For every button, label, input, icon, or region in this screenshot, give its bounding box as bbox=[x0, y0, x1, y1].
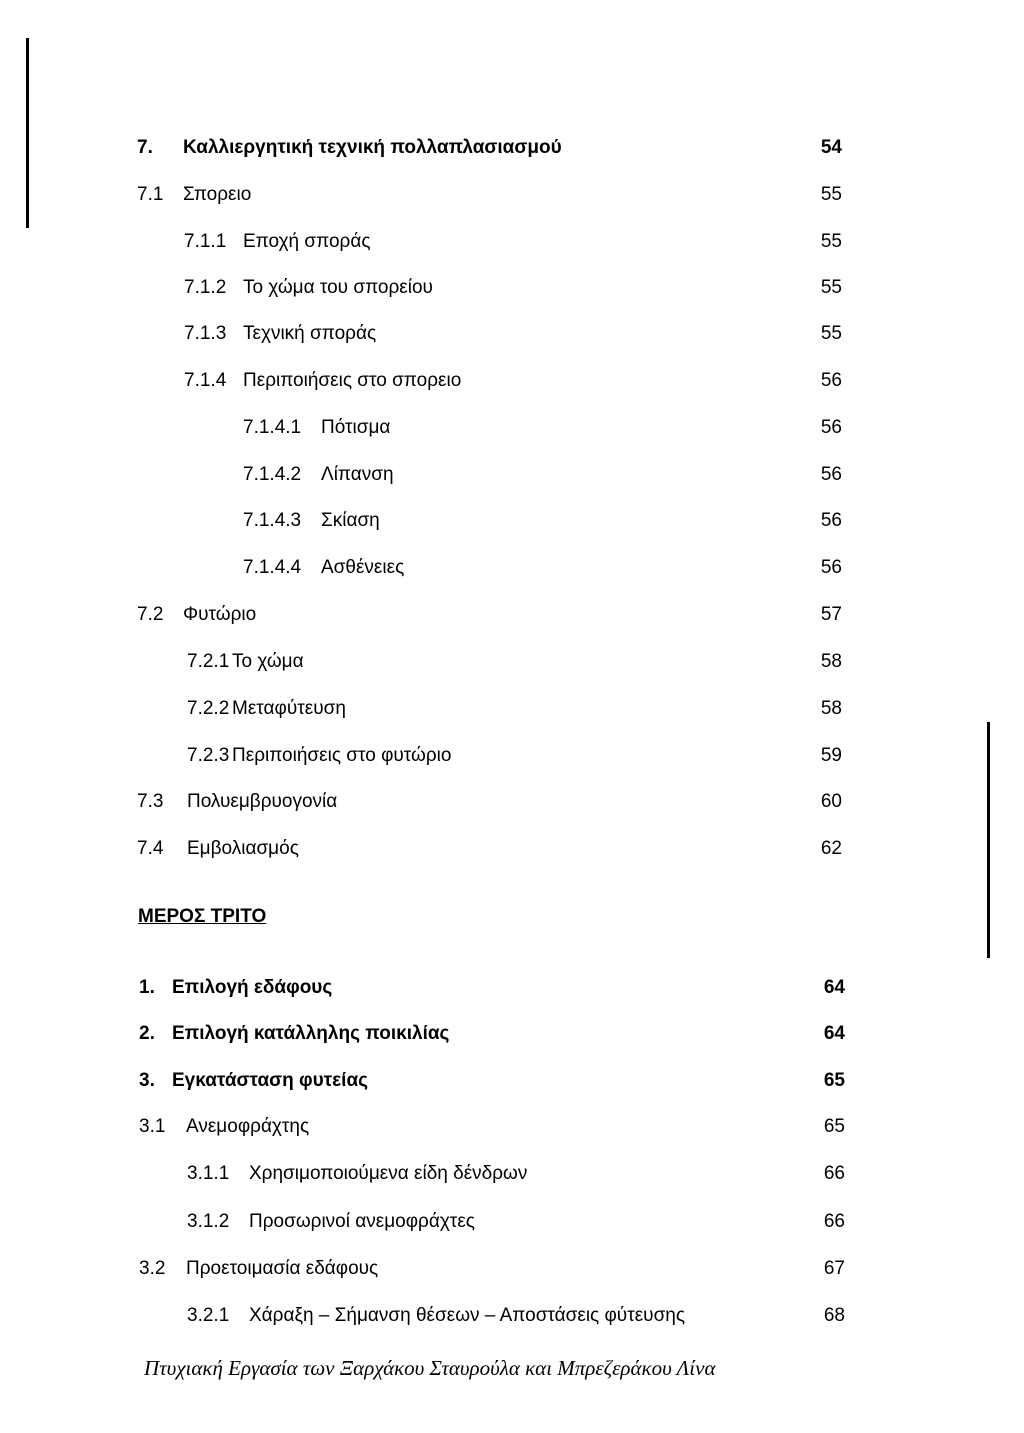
toc-page: 56 bbox=[820, 557, 842, 578]
toc-title: Περιποιήσεις στο σπορειο bbox=[243, 370, 462, 391]
toc-entry bbox=[0, 1210, 1024, 1234]
toc-page: 56 bbox=[820, 510, 842, 531]
toc-number: 7. bbox=[137, 137, 153, 158]
toc-title: Επιλογή εδάφους bbox=[172, 977, 333, 998]
toc-number: 3.1.2 bbox=[187, 1211, 230, 1232]
toc-title: Το χώμα του σπορείου bbox=[243, 277, 433, 298]
toc-title: Φυτώριο bbox=[183, 604, 257, 625]
toc-number: 7.2.1 bbox=[187, 651, 230, 672]
toc-page: 58 bbox=[820, 698, 842, 719]
toc-title: Προετοιμασία εδάφους bbox=[186, 1258, 379, 1279]
toc-number: 7.2.2 bbox=[187, 698, 230, 719]
toc-page: 58 bbox=[820, 651, 842, 672]
toc-page: 56 bbox=[820, 464, 842, 485]
toc-title: Εποχή σποράς bbox=[243, 231, 371, 252]
toc-number: 7.1 bbox=[137, 184, 164, 205]
toc-number: 7.1.1 bbox=[184, 231, 227, 252]
toc-number: 7.1.4 bbox=[184, 370, 227, 391]
toc-entry bbox=[0, 744, 1024, 768]
toc-number: 7.1.4.3 bbox=[243, 510, 302, 531]
toc-entry bbox=[0, 183, 1024, 207]
toc-title: Λίπανση bbox=[321, 464, 394, 485]
toc-title: Καλλιεργητική τεχνική πολλαπλασιασμού bbox=[183, 137, 562, 158]
toc-entry bbox=[0, 837, 1024, 861]
toc-entry bbox=[0, 1257, 1024, 1281]
toc-number: 7.1.2 bbox=[184, 277, 227, 298]
page-footer: Πτυχιακή Εργασία των Ξαρχάκου Σταυρούλα και Μπρεζεράκου Λίνα bbox=[144, 1356, 716, 1380]
toc-entry bbox=[0, 1069, 1024, 1093]
toc-title: Το χώμα bbox=[232, 651, 304, 672]
toc-page: 55 bbox=[820, 184, 842, 205]
toc-title: Πότισμα bbox=[321, 417, 391, 438]
toc-number: 3.1.1 bbox=[187, 1163, 230, 1184]
toc-title: Μεταφύτευση bbox=[232, 698, 346, 719]
toc-title: Ασθένειες bbox=[321, 557, 405, 578]
toc-number: 7.1.4.1 bbox=[243, 417, 302, 438]
toc-entry bbox=[0, 463, 1024, 487]
toc-entry bbox=[0, 790, 1024, 814]
toc-page: 55 bbox=[820, 277, 842, 298]
toc-number: 2. bbox=[139, 1023, 155, 1044]
toc-number: 3.2 bbox=[139, 1258, 166, 1279]
toc-page: 66 bbox=[823, 1163, 845, 1184]
toc-page: 55 bbox=[820, 231, 842, 252]
toc-title: Τεχνική σποράς bbox=[243, 323, 377, 344]
toc-number: 7.1.4.2 bbox=[243, 464, 302, 485]
toc-title: Ανεμοφράχτης bbox=[186, 1116, 310, 1137]
toc-page: 64 bbox=[823, 1023, 845, 1044]
toc-title: Χάραξη – Σήμανση θέσεων – Αποστάσεις φύτευσης bbox=[249, 1305, 686, 1326]
toc-title: Προσωρινοί ανεμοφράχτες bbox=[249, 1211, 475, 1232]
toc-page: 64 bbox=[823, 977, 845, 998]
toc-entry bbox=[0, 136, 1024, 160]
toc-page: 68 bbox=[823, 1305, 845, 1326]
toc-entry bbox=[0, 1304, 1024, 1328]
toc-number: 7.2.3 bbox=[187, 745, 230, 766]
toc-number: 7.3 bbox=[137, 791, 164, 812]
toc-title: Σπορειο bbox=[183, 184, 252, 205]
toc-number: 7.2 bbox=[137, 604, 164, 625]
toc-title: Εγκατάσταση φυτείας bbox=[172, 1070, 369, 1091]
toc-entry bbox=[0, 230, 1024, 254]
toc-number: 3. bbox=[139, 1070, 155, 1091]
toc-entry bbox=[0, 603, 1024, 627]
toc-title: Εμβολιασμός bbox=[187, 838, 299, 859]
toc-page: 67 bbox=[823, 1258, 845, 1279]
toc-page: 60 bbox=[820, 791, 842, 812]
toc-page: 65 bbox=[823, 1116, 845, 1137]
toc-entry bbox=[0, 1115, 1024, 1139]
toc-entry bbox=[0, 1162, 1024, 1186]
toc-number: 7.4 bbox=[137, 838, 164, 859]
toc-entry bbox=[0, 697, 1024, 721]
toc-page: 54 bbox=[820, 137, 842, 158]
toc-page: 59 bbox=[820, 745, 842, 766]
toc-entry bbox=[0, 1022, 1024, 1046]
toc-page: 62 bbox=[820, 838, 842, 859]
toc-entry bbox=[0, 276, 1024, 300]
toc-number: 1. bbox=[139, 977, 155, 998]
toc-page: 65 bbox=[823, 1070, 845, 1091]
toc-number: 7.1.4.4 bbox=[243, 557, 302, 578]
toc-title: Πολυεμβρυογονία bbox=[187, 791, 338, 812]
toc-page: 66 bbox=[823, 1211, 845, 1232]
toc-title: Σκίαση bbox=[321, 510, 380, 531]
toc-entry bbox=[0, 416, 1024, 440]
toc-page: 55 bbox=[820, 323, 842, 344]
toc-title: Επιλογή κατάλληλης ποικιλίας bbox=[172, 1023, 450, 1044]
toc-title: Χρησιμοποιούμενα είδη δένδρων bbox=[249, 1163, 528, 1184]
toc-entry bbox=[0, 369, 1024, 393]
toc-number: 3.1 bbox=[139, 1116, 166, 1137]
toc-number: 7.1.3 bbox=[184, 323, 227, 344]
toc-entry bbox=[0, 509, 1024, 533]
toc-page: 56 bbox=[820, 370, 842, 391]
toc-entry bbox=[0, 556, 1024, 580]
toc-page: 56 bbox=[820, 417, 842, 438]
toc-number: 3.2.1 bbox=[187, 1305, 230, 1326]
part-heading: ΜΕΡΟΣ ΤΡΙΤΟ bbox=[138, 906, 267, 927]
toc-title: Περιποιήσεις στο φυτώριο bbox=[232, 745, 452, 766]
toc-page: 57 bbox=[820, 604, 842, 625]
toc-entry bbox=[0, 322, 1024, 346]
toc-entry bbox=[0, 650, 1024, 674]
toc-entry bbox=[0, 976, 1024, 1000]
